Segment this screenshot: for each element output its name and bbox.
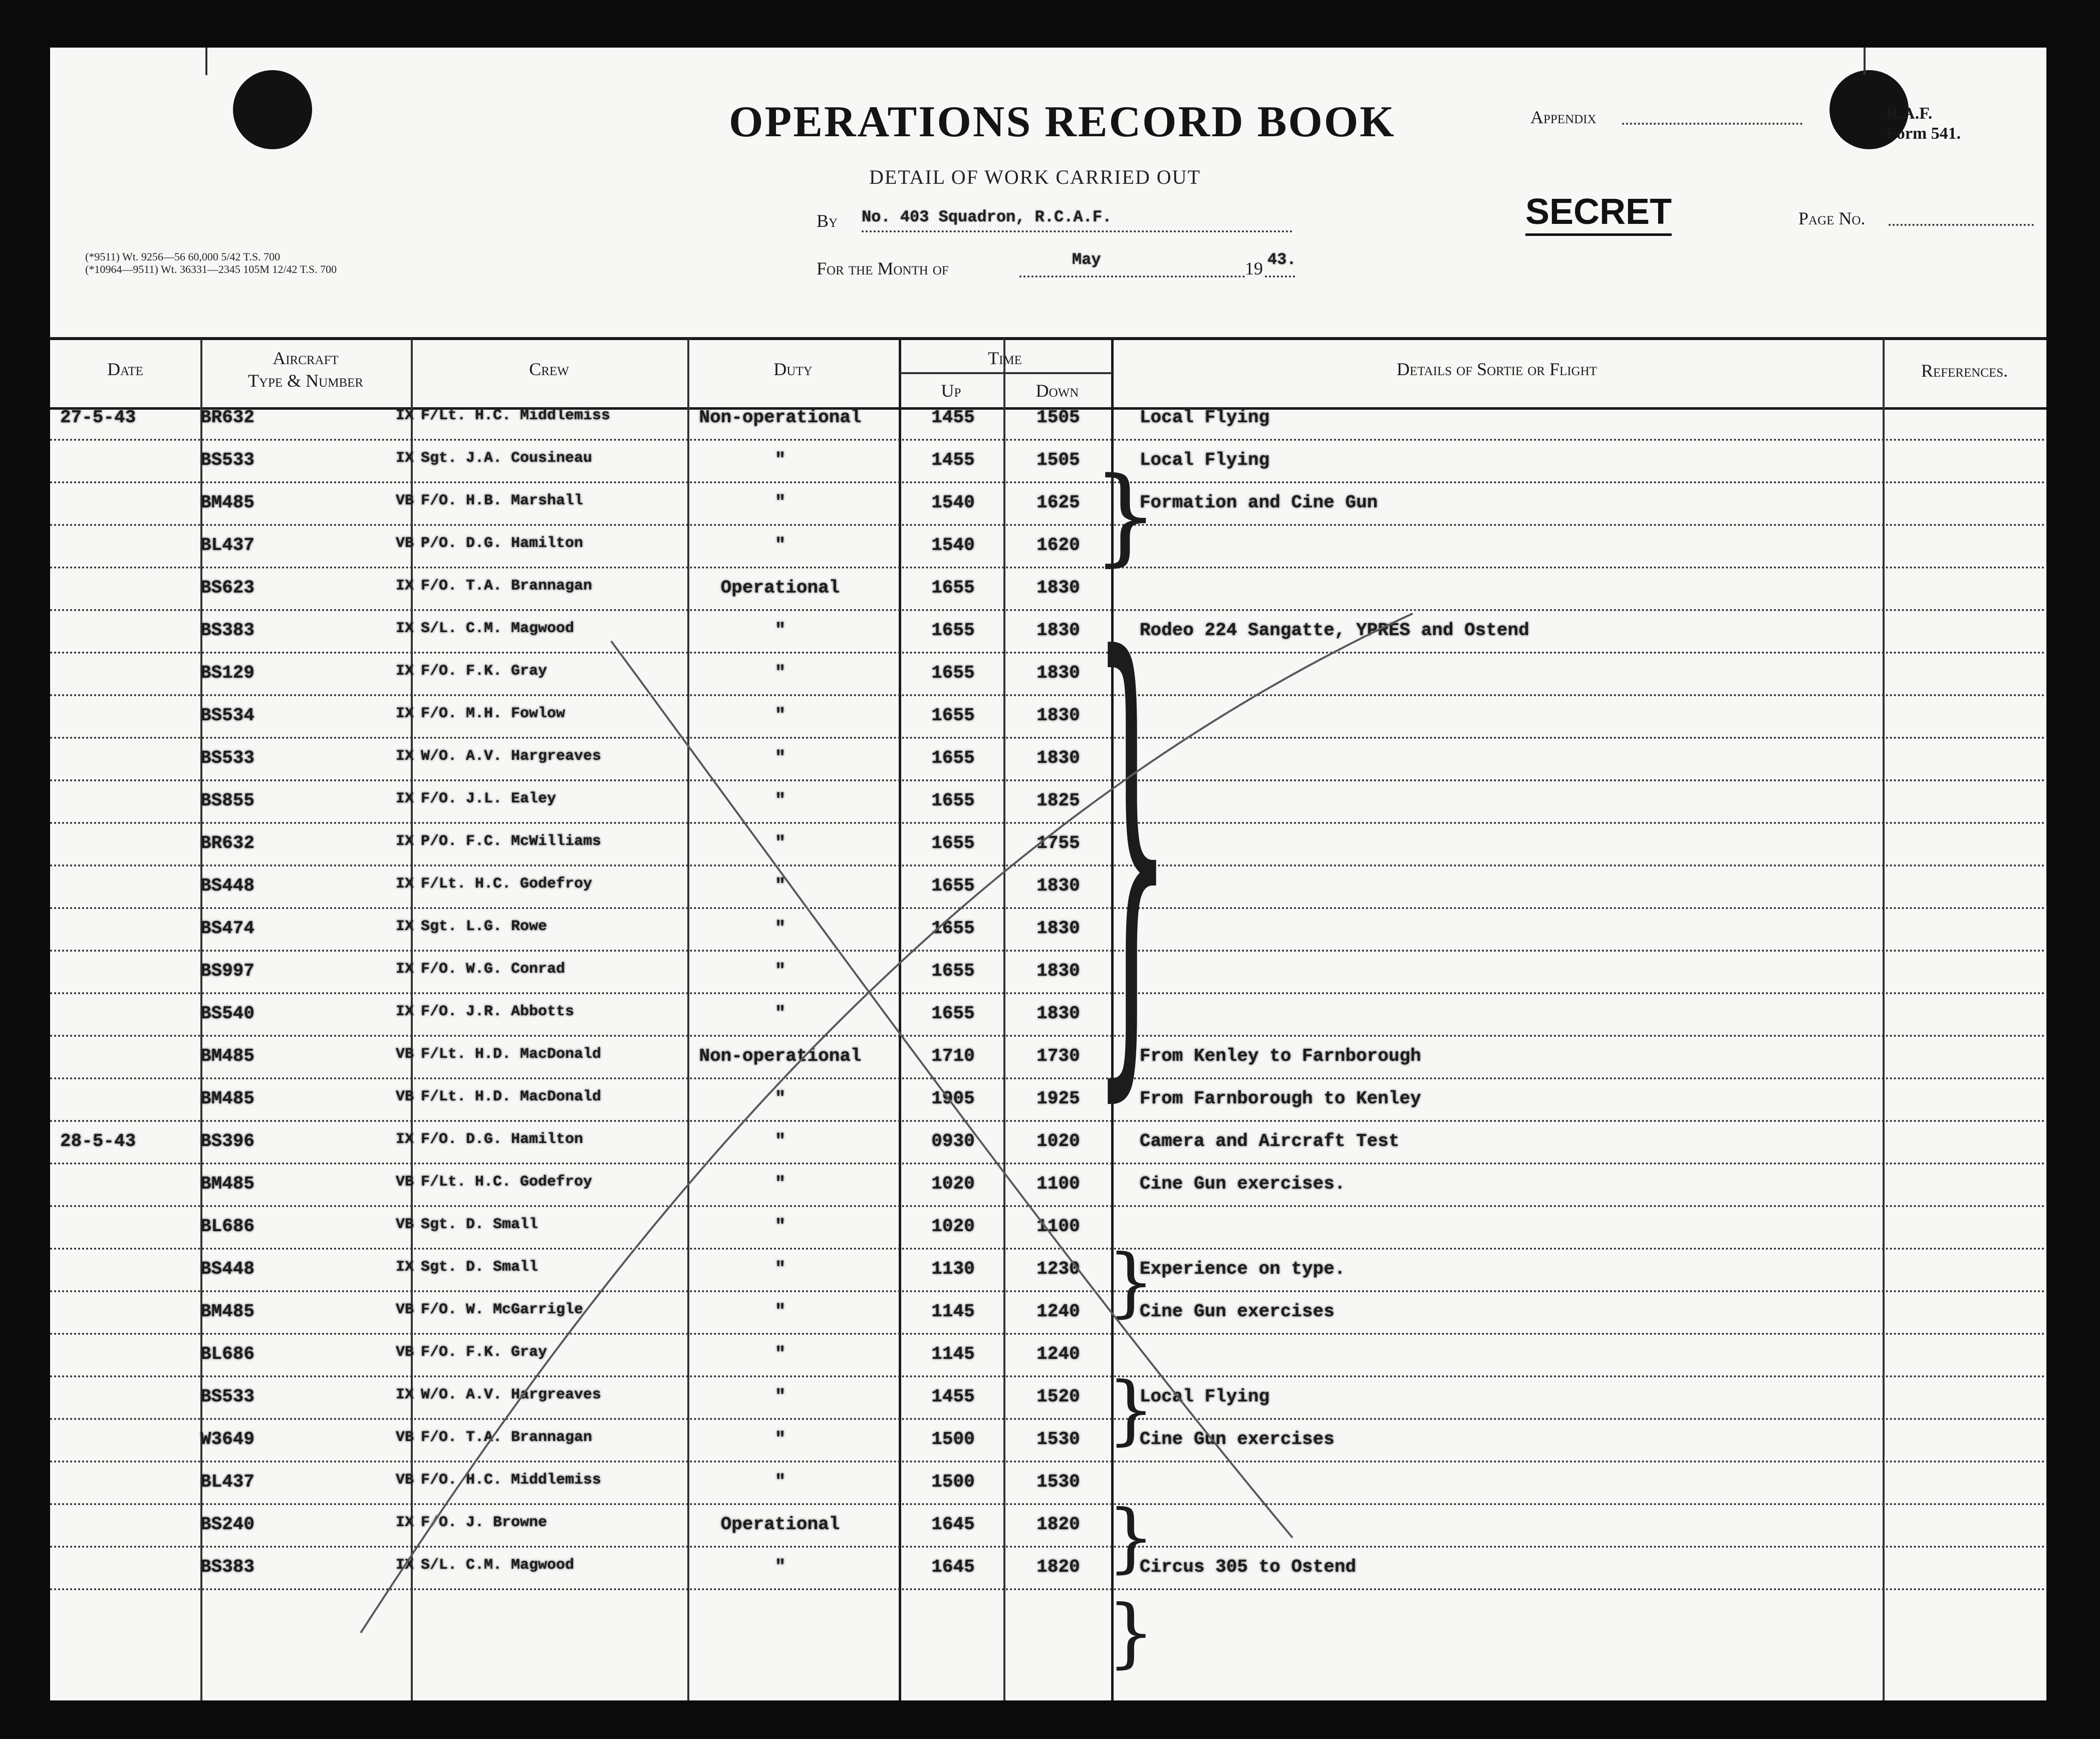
aircraft-mark: IX — [396, 663, 414, 680]
time-down: 1240 — [1036, 1301, 1080, 1322]
header-aircraft-type: Type & Number — [247, 371, 364, 391]
bracket-mark: } — [1092, 557, 1172, 1140]
time-down: 1820 — [1036, 1557, 1080, 1577]
aircraft-mark: VB — [396, 535, 414, 552]
aircraft-mark: IX — [396, 833, 414, 850]
duty-type: " — [774, 1088, 786, 1109]
crew-name: F/Lt. H.C. Godefroy — [421, 1174, 593, 1191]
time-up: 1145 — [931, 1344, 975, 1364]
aircraft-serial: BM485 — [200, 1301, 255, 1322]
crew-name: F/O. T.A. Brannagan — [421, 1429, 593, 1446]
aircraft-mark: IX — [396, 876, 414, 893]
crew-name: Sgt. D. Small — [421, 1259, 539, 1276]
crew-name: F/O. W.G. Conrad — [421, 961, 566, 978]
aircraft-mark: IX — [396, 407, 414, 424]
aircraft-mark: IX — [396, 748, 414, 765]
aircraft-mark: IX — [396, 790, 414, 807]
sortie-details: Experience on type. — [1140, 1259, 1346, 1279]
crew-name: F/O. J.R. Abbotts — [421, 1003, 575, 1020]
month-value: May — [1072, 250, 1101, 269]
duty-type: " — [774, 748, 786, 768]
aircraft-serial: BL686 — [200, 1216, 255, 1237]
aircraft-mark: VB — [396, 1216, 414, 1233]
aircraft-serial: BS533 — [200, 450, 255, 470]
duty-type: " — [774, 1174, 786, 1194]
duty-type: " — [774, 918, 786, 939]
aircraft-serial: BS540 — [200, 1003, 255, 1024]
aircraft-serial: BL437 — [200, 535, 255, 555]
record-sheet — [50, 48, 2046, 1700]
aircraft-mark: VB — [396, 1174, 414, 1191]
time-down: 1830 — [1036, 663, 1080, 683]
duty-type: " — [774, 1557, 786, 1577]
aircraft-mark: VB — [396, 492, 414, 509]
aircraft-mark: VB — [396, 1472, 414, 1489]
time-up: 1655 — [931, 1003, 975, 1024]
aircraft-mark: IX — [396, 450, 414, 467]
crew-name: F/Lt. H.D. MacDonald — [421, 1046, 602, 1063]
sortie-details: Cine Gun exercises. — [1140, 1174, 1346, 1194]
time-down: 1520 — [1036, 1386, 1080, 1407]
duty-type: " — [774, 705, 786, 726]
entry-date: 27-5-43 — [60, 407, 136, 428]
crew-name: S/L. C.M. Magwood — [421, 620, 575, 637]
header-crew: Crew — [529, 359, 569, 379]
crew-name: Sgt. D. Small — [421, 1216, 539, 1233]
sortie-details: Camera and Aircraft Test — [1140, 1131, 1400, 1151]
time-down: 1530 — [1036, 1472, 1080, 1492]
aircraft-mark: IX — [396, 1003, 414, 1020]
crew-name: F/O. J. Browne — [421, 1514, 548, 1531]
sortie-details: Circus 305 to Ostend — [1140, 1557, 1357, 1577]
duty-type: Operational — [720, 577, 840, 598]
header-references: References. — [1921, 361, 2008, 381]
time-down: 1625 — [1036, 492, 1080, 513]
time-up: 1655 — [931, 876, 975, 896]
time-down: 1020 — [1036, 1131, 1080, 1151]
pencil-cross-out — [50, 48, 2046, 1700]
time-down: 1830 — [1036, 961, 1080, 981]
aircraft-mark: IX — [396, 577, 414, 595]
aircraft-serial: BM485 — [200, 1174, 255, 1194]
page-no-label: Page No. — [1798, 208, 1866, 228]
crew-name: F/O. T.A. Brannagan — [421, 577, 593, 595]
sortie-details: Local Flying — [1140, 407, 1270, 428]
aircraft-serial: BS533 — [200, 1386, 255, 1407]
aircraft-mark: IX — [396, 918, 414, 935]
duty-type: " — [774, 1429, 786, 1450]
time-down: 1505 — [1036, 407, 1080, 428]
time-up: 1655 — [931, 620, 975, 641]
aircraft-serial: BM485 — [200, 1046, 255, 1066]
time-down: 1830 — [1036, 748, 1080, 768]
crew-name: P/O. D.G. Hamilton — [421, 535, 584, 552]
bracket-mark: } — [1107, 1239, 1155, 1326]
duty-type: " — [774, 535, 786, 555]
aircraft-mark: IX — [396, 1259, 414, 1276]
duty-type: " — [774, 833, 786, 853]
sortie-details: From Kenley to Farnborough — [1140, 1046, 1421, 1066]
time-up: 1540 — [931, 492, 975, 513]
aircraft-mark: IX — [396, 1557, 414, 1574]
crew-name: F/O. W. McGarrigle — [421, 1301, 584, 1318]
bracket-mark: } — [1092, 454, 1159, 577]
aircraft-serial: BM485 — [200, 1088, 255, 1109]
aircraft-serial: BL686 — [200, 1344, 255, 1364]
aircraft-mark: IX — [396, 620, 414, 637]
time-down: 1530 — [1036, 1429, 1080, 1450]
time-up: 1655 — [931, 577, 975, 598]
time-up: 1455 — [931, 407, 975, 428]
duty-type: Non-operational — [699, 407, 862, 428]
aircraft-serial: BR632 — [200, 407, 255, 428]
aircraft-mark: IX — [396, 1386, 414, 1403]
time-up: 1655 — [931, 790, 975, 811]
duty-type: " — [774, 663, 786, 683]
time-up: 1655 — [931, 961, 975, 981]
aircraft-mark: IX — [396, 961, 414, 978]
aircraft-serial: W3649 — [200, 1429, 255, 1450]
time-down: 1825 — [1036, 790, 1080, 811]
aircraft-mark: VB — [396, 1344, 414, 1361]
year-value: 43. — [1267, 250, 1296, 269]
duty-type: Non-operational — [699, 1046, 862, 1066]
header-date: Date — [107, 359, 143, 379]
header-time-up: Up — [941, 381, 961, 401]
crew-name: W/O. A.V. Hargreaves — [421, 1386, 602, 1403]
aircraft-serial: BL437 — [200, 1472, 255, 1492]
sortie-details: Cine Gun exercises — [1140, 1301, 1335, 1322]
print-reference-2: (*10964—9511) Wt. 36331—2345 105M 12/42 T.S. 700 — [85, 263, 337, 275]
duty-type: " — [774, 876, 786, 896]
aircraft-serial: BS474 — [200, 918, 255, 939]
aircraft-mark: VB — [396, 1429, 414, 1446]
sortie-details: Local Flying — [1140, 450, 1270, 470]
sortie-details: Rodeo 224 Sangatte, YPRES and Ostend — [1140, 620, 1529, 641]
crew-name: F/O. M.H. Fowlow — [421, 705, 566, 722]
time-down: 1820 — [1036, 1514, 1080, 1535]
aircraft-serial: BS448 — [200, 876, 255, 896]
crew-name: F/Lt. H.C. Middlemiss — [421, 407, 611, 424]
aircraft-serial: BS997 — [200, 961, 255, 981]
time-down: 1505 — [1036, 450, 1080, 470]
time-down: 1925 — [1036, 1088, 1080, 1109]
time-up: 1500 — [931, 1429, 975, 1450]
time-up: 1655 — [931, 918, 975, 939]
header-duty: Duty — [773, 359, 813, 379]
bracket-mark: } — [1107, 1494, 1155, 1581]
aircraft-serial: BS533 — [200, 748, 255, 768]
crew-name: W/O. A.V. Hargreaves — [421, 748, 602, 765]
squadron-name: No. 403 Squadron, R.C.A.F. — [862, 208, 1112, 226]
duty-type: " — [774, 1301, 786, 1322]
time-up: 1655 — [931, 705, 975, 726]
aircraft-mark: IX — [396, 705, 414, 722]
duty-type: " — [774, 1131, 786, 1151]
header-time: Time — [988, 348, 1022, 368]
time-down: 1240 — [1036, 1344, 1080, 1364]
time-up: 1145 — [931, 1301, 975, 1322]
time-down: 1100 — [1036, 1216, 1080, 1237]
aircraft-serial: BS240 — [200, 1514, 255, 1535]
duty-type: " — [774, 450, 786, 470]
crew-name: F/Lt. H.C. Godefroy — [421, 876, 593, 893]
aircraft-mark: VB — [396, 1301, 414, 1318]
crew-name: P/O. F.C. McWilliams — [421, 833, 602, 850]
aircraft-serial: BS396 — [200, 1131, 255, 1151]
aircraft-serial: BS383 — [200, 620, 255, 641]
crew-name: Sgt. L.G. Rowe — [421, 918, 548, 935]
aircraft-mark: VB — [396, 1088, 414, 1105]
time-down: 1755 — [1036, 833, 1080, 853]
time-up: 1130 — [931, 1259, 975, 1279]
bracket-mark: } — [1107, 1589, 1155, 1676]
time-down: 1830 — [1036, 876, 1080, 896]
time-up: 1655 — [931, 833, 975, 853]
time-down: 1830 — [1036, 918, 1080, 939]
time-up: 1710 — [931, 1046, 975, 1066]
crew-name: F/O. D.G. Hamilton — [421, 1131, 584, 1148]
crew-name: F/O. F.K. Gray — [421, 663, 548, 680]
aircraft-mark: VB — [396, 1046, 414, 1063]
time-up: 1655 — [931, 663, 975, 683]
aircraft-serial: BS383 — [200, 1557, 255, 1577]
header-time-down: Down — [1035, 381, 1079, 401]
duty-type: " — [774, 620, 786, 641]
header-details: Details of Sortie or Flight — [1397, 359, 1597, 379]
print-reference-1: (*9511) Wt. 9256—56 60,000 5/42 T.S. 700 — [85, 250, 281, 263]
time-down: 1620 — [1036, 535, 1080, 555]
year-prefix: 19 — [1245, 258, 1263, 278]
entry-date: 28-5-43 — [60, 1131, 136, 1151]
crew-name: F/Lt. H.D. MacDonald — [421, 1088, 602, 1105]
time-down: 1830 — [1036, 620, 1080, 641]
time-up: 1655 — [931, 748, 975, 768]
duty-type: " — [774, 961, 786, 981]
duty-type: " — [774, 790, 786, 811]
time-down: 1730 — [1036, 1046, 1080, 1066]
duty-type: " — [774, 1344, 786, 1364]
by-label: By — [817, 211, 838, 231]
crew-name: S/L. C.M. Magwood — [421, 1557, 575, 1574]
crew-name: F/O. J.L. Ealey — [421, 790, 557, 807]
time-down: 1230 — [1036, 1259, 1080, 1279]
bracket-mark: } — [1107, 1366, 1155, 1454]
header-aircraft: Aircraft — [273, 348, 339, 368]
time-down: 1100 — [1036, 1174, 1080, 1194]
time-up: 0930 — [931, 1131, 975, 1151]
crew-name: F/O. H.B. Marshall — [421, 492, 584, 509]
time-down: 1830 — [1036, 1003, 1080, 1024]
appendix-label: Appendix — [1530, 107, 1597, 127]
sortie-details: Local Flying — [1140, 1386, 1270, 1407]
aircraft-serial: BS129 — [200, 663, 255, 683]
aircraft-serial: BS534 — [200, 705, 255, 726]
crew-name: F/O. H.C. Middlemiss — [421, 1472, 602, 1489]
sortie-details: Formation and Cine Gun — [1140, 492, 1378, 513]
aircraft-mark: IX — [396, 1131, 414, 1148]
aircraft-serial: BS448 — [200, 1259, 255, 1279]
form-subtitle: DETAIL OF WORK CARRIED OUT — [869, 166, 1201, 188]
time-up: 1455 — [931, 1386, 975, 1407]
duty-type: " — [774, 1003, 786, 1024]
aircraft-serial: BM485 — [200, 492, 255, 513]
time-down: 1830 — [1036, 577, 1080, 598]
time-down: 1830 — [1036, 705, 1080, 726]
time-up: 1905 — [931, 1088, 975, 1109]
aircraft-mark: IX — [396, 1514, 414, 1531]
time-up: 1540 — [931, 535, 975, 555]
crew-name: Sgt. J.A. Cousineau — [421, 450, 593, 467]
duty-type: " — [774, 1259, 786, 1279]
aircraft-serial: BS623 — [200, 577, 255, 598]
time-up: 1455 — [931, 450, 975, 470]
duty-type: " — [774, 492, 786, 513]
duty-type: Operational — [720, 1514, 840, 1535]
sortie-details: Cine Gun exercises — [1140, 1429, 1335, 1450]
time-up: 1020 — [931, 1216, 975, 1237]
raf-form-number: R.A.F. Form 541. — [1886, 104, 1961, 143]
time-up: 1645 — [931, 1557, 975, 1577]
crew-name: F/O. F.K. Gray — [421, 1344, 548, 1361]
time-up: 1645 — [931, 1514, 975, 1535]
aircraft-serial: BR632 — [200, 833, 255, 853]
aircraft-serial: BS855 — [200, 790, 255, 811]
month-label: For the Month of — [817, 258, 949, 278]
duty-type: " — [774, 1472, 786, 1492]
sortie-details: From Farnborough to Kenley — [1140, 1088, 1421, 1109]
duty-type: " — [774, 1386, 786, 1407]
time-up: 1500 — [931, 1472, 975, 1492]
secret-stamp: SECRET — [1525, 190, 1672, 236]
duty-type: " — [774, 1216, 786, 1237]
time-up: 1020 — [931, 1174, 975, 1194]
form-title: OPERATIONS RECORD BOOK — [729, 98, 1396, 146]
